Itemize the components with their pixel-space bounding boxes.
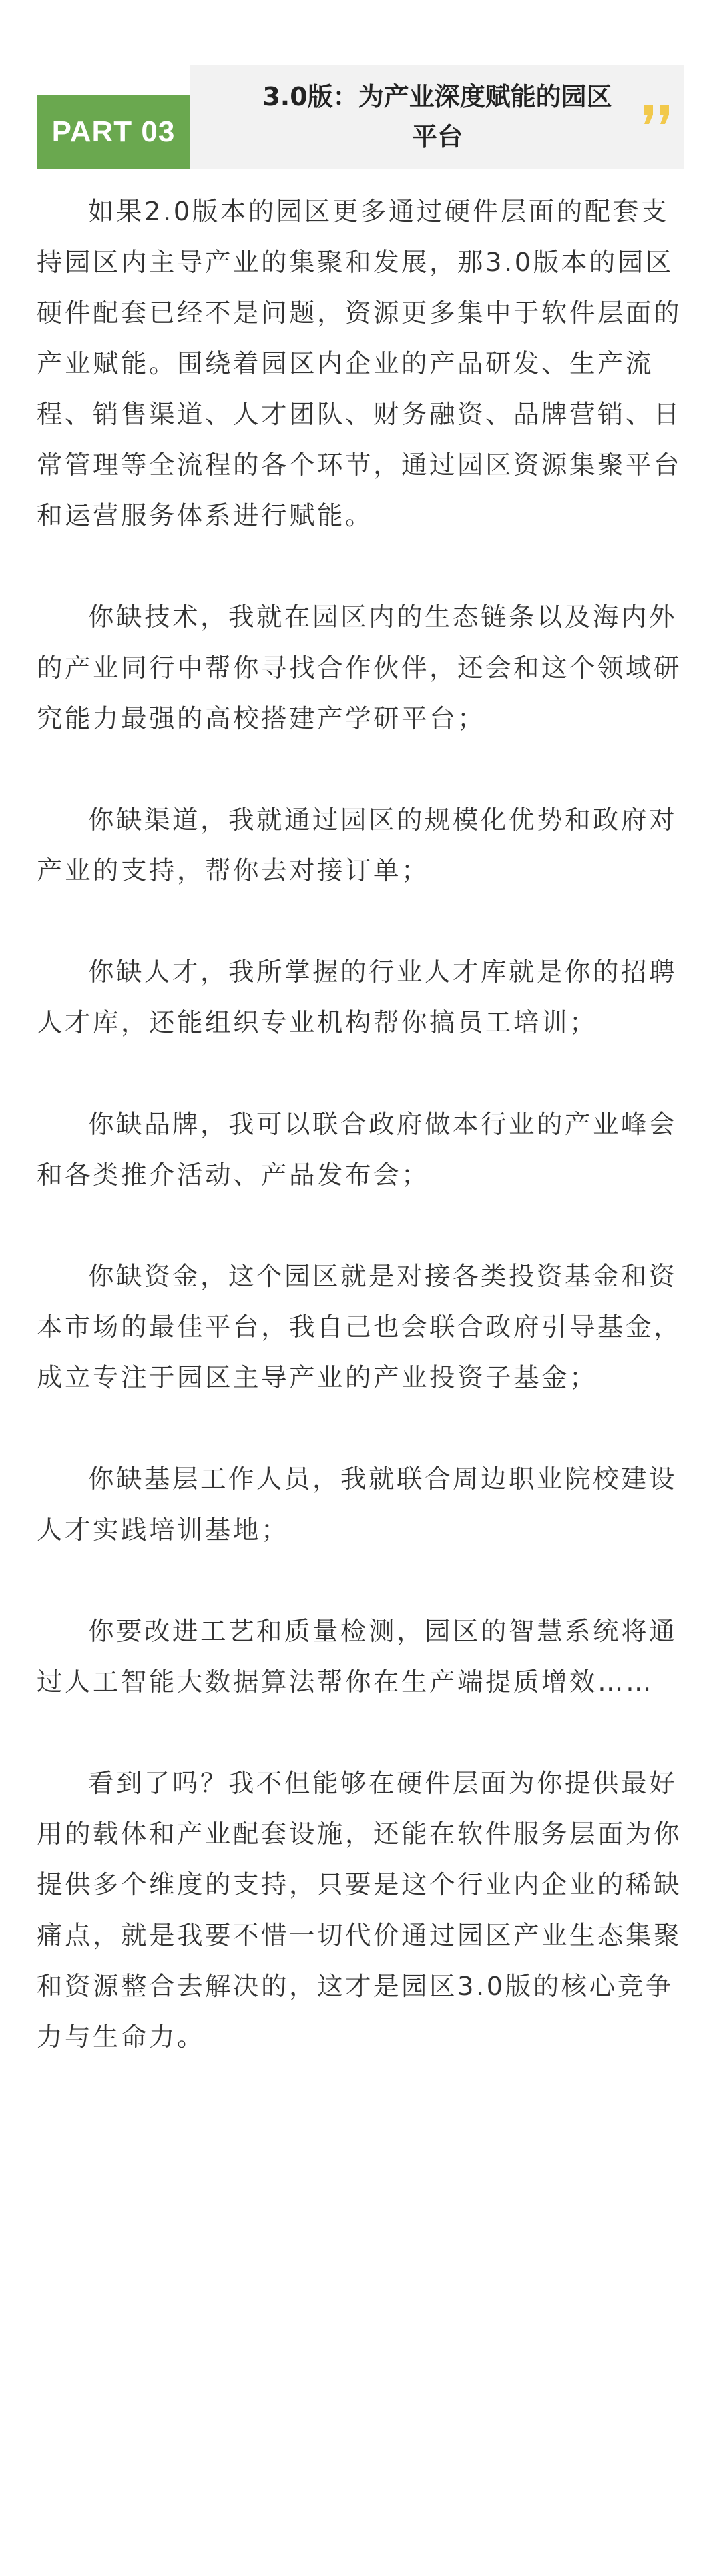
- section-title-line2: 平台: [411, 122, 463, 151]
- paragraph: 看到了吗？我不但能够在硬件层面为你提供最好用的载体和产业配套设施，还能在软件服务层面为你提供多个维度的支持，只要是这个行业内企业的稀缺痛点，就是我要不惜一切代价通过园区产业生态集聚和资源整合去解决的，这才是园区3.0版的核心竞争力与生命力。: [37, 1769, 682, 2052]
- section-header: [37, 65, 684, 169]
- part-label: PART 03: [37, 95, 190, 169]
- paragraph: 你缺渠道，我就通过园区的规模化优势和政府对产业的支持，帮你去对接订单；: [37, 805, 678, 886]
- paragraph: 你缺资金，这个园区就是对接各类投资基金和资本市场的最佳平台，我自己也会联合政府引导基金，成立专注于园区主导产业的产业投资子基金；: [37, 1262, 682, 1393]
- paragraph: 你缺技术，我就在园区内的生态链条以及海内外的产业同行中帮你寻找合作伙伴，还会和这个领域研究能力最强的高校搭建产学研平台；: [37, 602, 682, 734]
- article-body: [37, 187, 684, 2063]
- section-title: [190, 65, 684, 169]
- paragraph: 如果2.0版本的园区更多通过硬件层面的配套支持园区内主导产业的集聚和发展，那3.0版本的园区硬件配套已经不是问题，资源更多集中于软件层面的产业赋能。围绕着园区内企业的产品研发、生产流程、销售渠道、人才团队、财务融资、品牌营销、日常管理等全流程的各个环节，通过园区资源集聚平台和运营服务体系进行赋能。: [37, 197, 682, 531]
- paragraph: 你缺人才，我所掌握的行业人才库就是你的招聘人才库，还能组织专业机构帮你搞员工培训；: [37, 957, 678, 1038]
- paragraph: 你缺品牌，我可以联合政府做本行业的产业峰会和各类推介活动、产品发布会；: [37, 1110, 678, 1190]
- double-quote-icon: [641, 103, 674, 129]
- paragraph: 你要改进工艺和质量检测，园区的智慧系统将通过人工智能大数据算法帮你在生产端提质增效……: [37, 1617, 678, 1697]
- section-title-line1: 3.0版：为产业深度赋能的园区: [262, 82, 612, 111]
- paragraph: 你缺基层工作人员，我就联合周边职业院校建设人才实践培训基地；: [37, 1464, 678, 1545]
